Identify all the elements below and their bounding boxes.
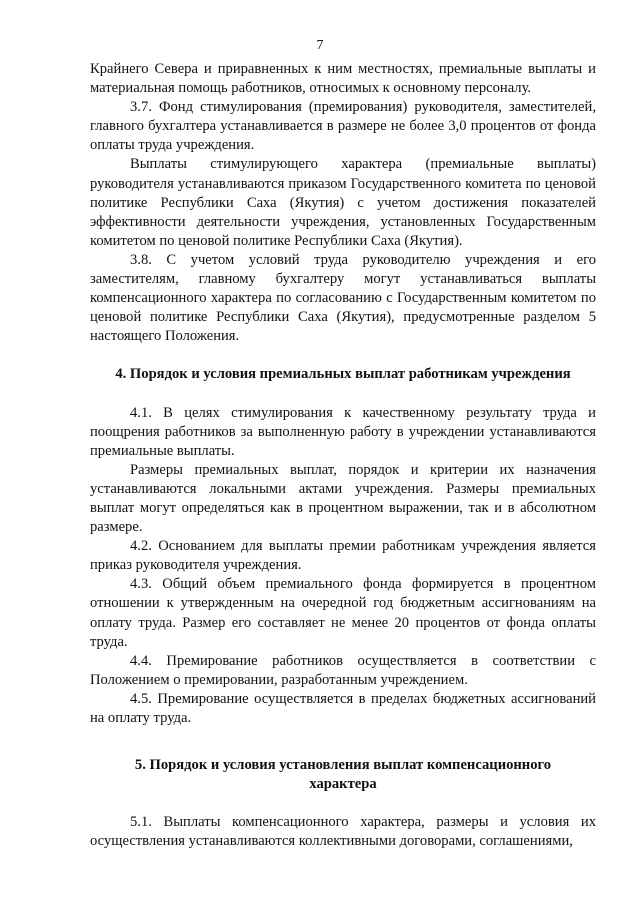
paragraph-continuation: Крайнего Севера и приравненных к ним местностях, премиальные выплаты и материальная помощь работников, относимых к основному персоналу. xyxy=(90,61,596,97)
paragraph-5-1: 5.1. Выплаты компенсационного характера, размеры и условия их осуществления устанавливаются коллективными договорами, соглашениями, xyxy=(90,814,596,850)
paragraph-4-4: 4.4. Премирование работников осуществляется в соответствии с Положением о премировании, разработанным учреждением. xyxy=(90,652,596,688)
paragraph-4-2: 4.2. Основанием для выплаты премии работникам учреждения является приказ руководителя учреждения. xyxy=(90,538,596,574)
paragraph-bonus-sizes: Размеры премиальных выплат, порядок и критерии их назначения устанавливаются локальными актами учреждения. Размеры премиальных выплат могут определяться как в процентном выражении, так и в абсолютном размере. xyxy=(90,461,596,536)
section-4-heading: 4. Порядок и условия премиальных выплат работникам учреждения xyxy=(115,366,571,383)
paragraph-3-8: 3.8. С учетом условий труда руководителю учреждения и его заместителям, главному бухгалтеру могут устанавливаться выплаты компенсационного характера по согласованию с Государственным комитетом по ценовой политике Республики Саха (Якутия), предусмотренные разделом 5 настоящего Положения. xyxy=(90,251,596,345)
paragraph-4-5: 4.5. Премирование осуществляется в пределах бюджетных ассигнований на оплату труда. xyxy=(90,690,596,726)
section-5-heading: 5. Порядок и условия установления выплат компенсационного характера xyxy=(134,757,552,793)
document-body xyxy=(90,60,596,851)
page-number: 7 xyxy=(316,38,324,53)
paragraph-4-1: 4.1. В целях стимулирования к качественному результату труда и поощрения работников за выполненную работу в учреждении устанавливаются премиальные выплаты. xyxy=(90,404,596,459)
paragraph-3-7: 3.7. Фонд стимулирования (премирования) руководителя, заместителей, главного бухгалтера устанавливается в размере не более 3,0 процентов от фонда оплаты труда учреждения. xyxy=(90,99,596,154)
paragraph-4-3: 4.3. Общий объем премиального фонда формируется в процентном отношении к утвержденным на очередной год бюджетным ассигнованиям на оплату труда. Размер его составляет не менее 20 процентов от фонда оплаты труда. xyxy=(90,576,596,650)
paragraph-stimulating-payments: Выплаты стимулирующего характера (премиальные выплаты) руководителя устанавливаются приказом Государственного комитета по ценовой политике Республики Саха (Якутия) с учетом достижения показателей эффективности деятельности учреждения, установленных Государственным комитетом по ценовой политике Республики Саха (Якутия). xyxy=(90,156,596,249)
